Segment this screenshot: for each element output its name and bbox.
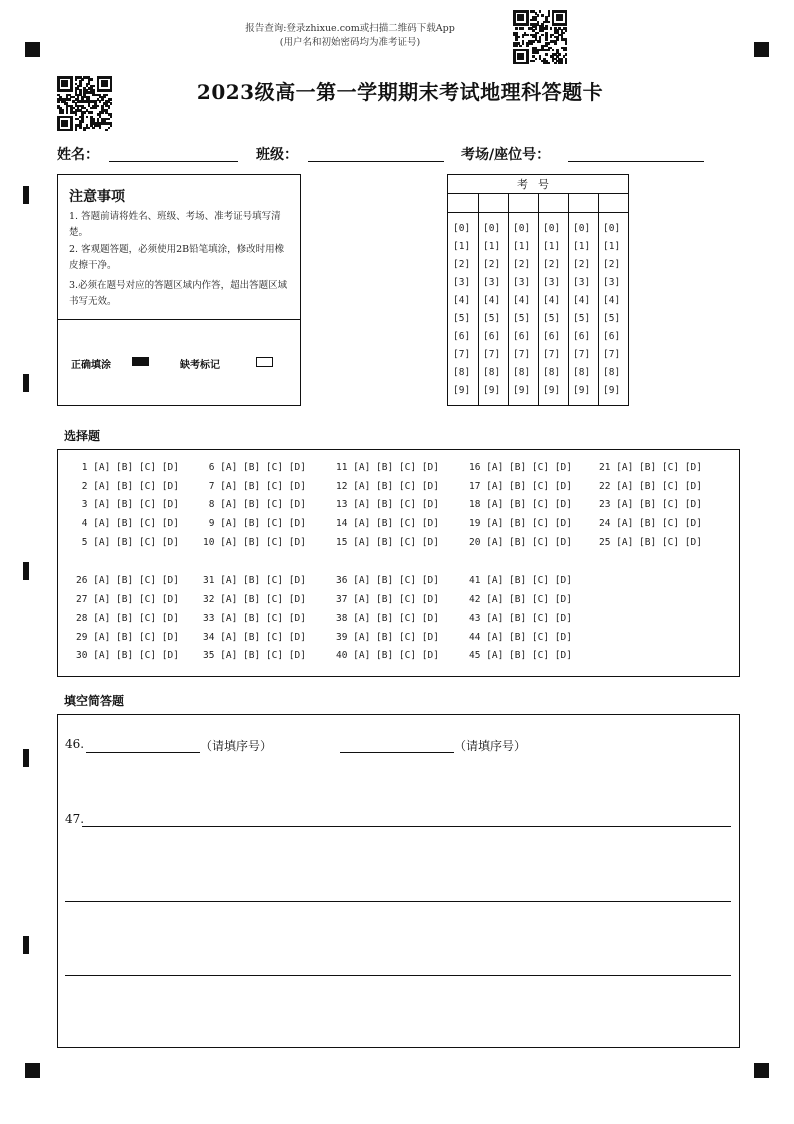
notice-box bbox=[57, 174, 301, 406]
choice-question-29[interactable]: 29 [A] [B] [C] [D] bbox=[76, 632, 179, 643]
choice-question-23[interactable]: 23 [A] [B] [C] [D] bbox=[599, 499, 702, 510]
registration-mark-top-left bbox=[25, 42, 40, 57]
question-46-blank-2[interactable] bbox=[340, 752, 454, 753]
qr-module bbox=[92, 127, 95, 130]
qr-module bbox=[513, 49, 516, 65]
registration-mark-bottom-left bbox=[25, 1063, 40, 1078]
qr-module bbox=[513, 10, 516, 26]
exam-number-bubble[interactable]: [9] bbox=[513, 385, 531, 396]
choice-question-5[interactable]: 5 [A] [B] [C] [D] bbox=[76, 537, 179, 548]
qr-module bbox=[545, 38, 548, 41]
exam-number-grid bbox=[447, 174, 629, 406]
exam-number-bubble[interactable]: [4] bbox=[543, 295, 561, 306]
exam-number-bubble[interactable]: [3] bbox=[513, 277, 531, 288]
qr-module bbox=[526, 45, 529, 48]
exam-number-bubble[interactable]: [4] bbox=[513, 295, 531, 306]
exam-number-bubble[interactable]: [4] bbox=[573, 295, 591, 306]
exam-number-bubble[interactable]: [0] bbox=[513, 223, 531, 234]
choice-question-22[interactable]: 22 [A] [B] [C] [D] bbox=[599, 481, 702, 492]
choice-question-42[interactable]: 42 [A] [B] [C] [D] bbox=[469, 594, 572, 605]
qr-module bbox=[522, 36, 525, 39]
choice-question-41[interactable]: 41 [A] [B] [C] [D] bbox=[469, 575, 572, 586]
qr-module bbox=[541, 14, 544, 17]
qr-module bbox=[105, 129, 108, 132]
notice-item: 3.必须在题号对应的答题区域内作答，超出答题区域书写无效。 bbox=[69, 280, 288, 307]
timing-mark bbox=[23, 749, 29, 767]
registration-mark-bottom-right bbox=[754, 1063, 769, 1078]
exam-number-bubble[interactable]: [5] bbox=[543, 313, 561, 324]
exam-number-bubble[interactable]: [3] bbox=[483, 277, 501, 288]
notice-item: 1. 答题前请将姓名、班级、考场、准考证号填写清楚。 bbox=[69, 211, 281, 238]
qr-module bbox=[517, 14, 524, 21]
qr-module bbox=[548, 62, 551, 65]
qr-module bbox=[526, 49, 529, 65]
correct-fill-label: 正确填涂 bbox=[71, 360, 111, 371]
exam-number-bubble[interactable]: [4] bbox=[603, 295, 621, 306]
exam-number-bubble[interactable]: [4] bbox=[453, 295, 471, 306]
qr-module bbox=[99, 100, 102, 103]
qr-module bbox=[558, 53, 561, 56]
qr-module bbox=[70, 116, 73, 132]
exam-number-bubble[interactable]: [8] bbox=[573, 367, 591, 378]
qr-module bbox=[75, 113, 78, 116]
exam-number-bubble[interactable]: [7] bbox=[513, 349, 531, 360]
app-download-qr-code[interactable] bbox=[513, 10, 567, 64]
exam-number-bubble[interactable]: [9] bbox=[543, 385, 561, 396]
exam-number-bubble[interactable]: [7] bbox=[453, 349, 471, 360]
qr-module bbox=[561, 62, 564, 65]
exam-number-bubble[interactable]: [5] bbox=[483, 313, 501, 324]
qr-module bbox=[532, 40, 535, 43]
exam-number-bubble[interactable]: [5] bbox=[603, 313, 621, 324]
timing-mark bbox=[23, 186, 29, 204]
choice-question-15[interactable]: 15 [A] [B] [C] [D] bbox=[336, 537, 439, 548]
qr-module bbox=[101, 80, 108, 87]
timing-mark bbox=[23, 374, 29, 392]
question-46-blank-1[interactable] bbox=[86, 752, 200, 753]
name-label: 姓名： bbox=[57, 147, 99, 163]
qr-module bbox=[70, 76, 73, 92]
notice-divider bbox=[58, 319, 300, 320]
qr-module bbox=[99, 127, 102, 130]
choice-question-16[interactable]: 16 [A] [B] [C] [D] bbox=[469, 462, 572, 473]
qr-module bbox=[519, 45, 522, 48]
qr-module bbox=[550, 36, 553, 39]
exam-number-bubble[interactable]: [2] bbox=[513, 259, 531, 270]
exam-number-bubble[interactable]: [8] bbox=[483, 367, 501, 378]
exam-number-bubble[interactable]: [8] bbox=[453, 367, 471, 378]
qr-module bbox=[539, 10, 542, 13]
exam-number-bubble[interactable]: [6] bbox=[483, 331, 501, 342]
choice-question-43[interactable]: 43 [A] [B] [C] [D] bbox=[469, 613, 572, 624]
exam-number-bubble[interactable]: [7] bbox=[543, 349, 561, 360]
qr-module bbox=[565, 10, 568, 26]
choice-question-4[interactable]: 4 [A] [B] [C] [D] bbox=[76, 518, 179, 529]
choice-question-25[interactable]: 25 [A] [B] [C] [D] bbox=[599, 537, 702, 548]
exam-number-bubble[interactable]: [3] bbox=[603, 277, 621, 288]
room-seat-field[interactable] bbox=[568, 161, 704, 162]
exam-number-bubble[interactable]: [1] bbox=[453, 241, 471, 252]
exam-number-bubble[interactable]: [6] bbox=[513, 331, 531, 342]
exam-number-bubble[interactable]: [9] bbox=[483, 385, 501, 396]
choice-question-17[interactable]: 17 [A] [B] [C] [D] bbox=[469, 481, 572, 492]
exam-number-bubble[interactable]: [0] bbox=[603, 223, 621, 234]
qr-module bbox=[515, 27, 518, 30]
qr-module bbox=[90, 111, 93, 114]
qr-module bbox=[565, 42, 568, 45]
choice-question-35[interactable]: 35 [A] [B] [C] [D] bbox=[203, 650, 306, 661]
exam-number-bubble[interactable]: [9] bbox=[453, 385, 471, 396]
choice-question-27[interactable]: 27 [A] [B] [C] [D] bbox=[76, 594, 179, 605]
exam-number-bubble[interactable]: [9] bbox=[573, 385, 591, 396]
room-seat-label: 考场/座位号： bbox=[461, 147, 551, 163]
exam-number-bubble[interactable]: [8] bbox=[513, 367, 531, 378]
timing-mark bbox=[23, 562, 29, 580]
exam-number-bubble[interactable]: [9] bbox=[603, 385, 621, 396]
class-field[interactable] bbox=[308, 161, 444, 162]
exam-number-bubble[interactable]: [1] bbox=[543, 241, 561, 252]
question-46-hint-1: （请填序号） bbox=[200, 739, 273, 753]
choice-question-14[interactable]: 14 [A] [B] [C] [D] bbox=[336, 518, 439, 529]
qr-module bbox=[548, 49, 551, 52]
report-query-note bbox=[200, 22, 500, 50]
absent-mark-label: 缺考标记 bbox=[180, 360, 220, 371]
question-46-number: 46. bbox=[65, 737, 85, 751]
sheet-id-qr-code bbox=[57, 76, 112, 131]
question-47-number: 47. bbox=[65, 812, 85, 826]
qr-module bbox=[522, 27, 525, 30]
registration-mark-top-right bbox=[754, 42, 769, 57]
choice-question-19[interactable]: 19 [A] [B] [C] [D] bbox=[469, 518, 572, 529]
choice-question-2[interactable]: 2 [A] [B] [C] [D] bbox=[76, 481, 179, 492]
qr-module bbox=[539, 40, 542, 43]
exam-number-bubble[interactable]: [3] bbox=[453, 277, 471, 288]
choice-question-9[interactable]: 9 [A] [B] [C] [D] bbox=[203, 518, 306, 529]
choice-question-8[interactable]: 8 [A] [B] [C] [D] bbox=[203, 499, 306, 510]
qr-module bbox=[517, 53, 524, 60]
qr-module bbox=[57, 116, 60, 132]
page-title: 2023级高一第一学期期末考试地理科答题卡 bbox=[196, 80, 604, 104]
report-query-line: 报告查询:登录zhixue.com或扫描二维码下载App bbox=[245, 23, 455, 34]
exam-number-bubble[interactable]: [2] bbox=[453, 259, 471, 270]
qr-module bbox=[530, 42, 533, 45]
choice-question-36[interactable]: 36 [A] [B] [C] [D] bbox=[336, 575, 439, 586]
notice-item: 2. 客观题答题，必须使用2B铅笔填涂，修改时用橡皮擦干净。 bbox=[69, 244, 285, 271]
question-47-line-1[interactable] bbox=[82, 826, 731, 827]
choice-question-1[interactable]: 1 [A] [B] [C] [D] bbox=[76, 462, 179, 473]
student-info-row bbox=[57, 144, 747, 164]
choice-question-10[interactable]: 10 [A] [B] [C] [D] bbox=[203, 537, 306, 548]
choice-question-33[interactable]: 33 [A] [B] [C] [D] bbox=[203, 613, 306, 624]
choice-question-24[interactable]: 24 [A] [B] [C] [D] bbox=[599, 518, 702, 529]
qr-module bbox=[75, 78, 78, 81]
qr-module bbox=[61, 111, 64, 114]
qr-module bbox=[545, 53, 548, 56]
exam-number-bubble[interactable]: [2] bbox=[543, 259, 561, 270]
qr-module bbox=[526, 34, 529, 37]
exam-number-bubble[interactable]: [7] bbox=[573, 349, 591, 360]
choice-question-13[interactable]: 13 [A] [B] [C] [D] bbox=[336, 499, 439, 510]
qr-module bbox=[545, 27, 548, 30]
qr-module bbox=[97, 76, 100, 92]
choice-question-40[interactable]: 40 [A] [B] [C] [D] bbox=[336, 650, 439, 661]
absent-mark-checkbox[interactable] bbox=[256, 357, 273, 367]
choice-question-39[interactable]: 39 [A] [B] [C] [D] bbox=[336, 632, 439, 643]
correct-fill-sample bbox=[132, 357, 149, 366]
qr-module bbox=[552, 10, 555, 26]
question-47-line-3[interactable] bbox=[65, 975, 731, 976]
choice-question-45[interactable]: 45 [A] [B] [C] [D] bbox=[469, 650, 572, 661]
exam-number-bubble[interactable]: [0] bbox=[573, 223, 591, 234]
qr-module bbox=[108, 118, 111, 121]
qr-module bbox=[75, 129, 78, 132]
exam-number-bubble[interactable]: [7] bbox=[603, 349, 621, 360]
exam-number-bubble[interactable]: [3] bbox=[543, 277, 561, 288]
exam-number-bubble[interactable]: [6] bbox=[543, 331, 561, 342]
class-label: 班级： bbox=[256, 147, 298, 163]
exam-number-bubble[interactable]: [8] bbox=[603, 367, 621, 378]
name-field[interactable] bbox=[109, 161, 238, 162]
exam-number-bubble[interactable]: [2] bbox=[603, 259, 621, 270]
choice-question-18[interactable]: 18 [A] [B] [C] [D] bbox=[469, 499, 572, 510]
qr-module bbox=[550, 27, 553, 30]
choice-question-6[interactable]: 6 [A] [B] [C] [D] bbox=[203, 462, 306, 473]
qr-module bbox=[88, 127, 91, 130]
exam-number-bubble[interactable]: [0] bbox=[453, 223, 471, 234]
exam-number-bubble[interactable]: [2] bbox=[483, 259, 501, 270]
fill-in-answer-area bbox=[57, 714, 740, 1048]
choice-question-11[interactable]: 11 [A] [B] [C] [D] bbox=[336, 462, 439, 473]
qr-module bbox=[537, 51, 540, 54]
choice-section-label: 选择题 bbox=[64, 429, 101, 443]
qr-module bbox=[110, 76, 113, 92]
exam-number-header: 考号 bbox=[448, 175, 628, 194]
exam-number-bubble[interactable]: [1] bbox=[573, 241, 591, 252]
exam-number-bubble[interactable]: [1] bbox=[513, 241, 531, 252]
choice-question-28[interactable]: 28 [A] [B] [C] [D] bbox=[76, 613, 179, 624]
choice-answer-area bbox=[57, 449, 740, 677]
qr-module bbox=[541, 34, 544, 37]
exam-number-bubble[interactable]: [2] bbox=[573, 259, 591, 270]
qr-module bbox=[532, 60, 535, 63]
choice-question-21[interactable]: 21 [A] [B] [C] [D] bbox=[599, 462, 702, 473]
qr-module bbox=[526, 10, 529, 26]
qr-module bbox=[66, 111, 69, 114]
qr-module bbox=[515, 45, 518, 48]
qr-module bbox=[565, 62, 568, 65]
choice-question-26[interactable]: 26 [A] [B] [C] [D] bbox=[76, 575, 179, 586]
exam-number-bubble[interactable]: [1] bbox=[483, 241, 501, 252]
exam-number-bubble[interactable]: [5] bbox=[573, 313, 591, 324]
choice-question-12[interactable]: 12 [A] [B] [C] [D] bbox=[336, 481, 439, 492]
choice-question-7[interactable]: 7 [A] [B] [C] [D] bbox=[203, 481, 306, 492]
choice-question-20[interactable]: 20 [A] [B] [C] [D] bbox=[469, 537, 572, 548]
choice-question-34[interactable]: 34 [A] [B] [C] [D] bbox=[203, 632, 306, 643]
exam-number-bubble[interactable]: [5] bbox=[513, 313, 531, 324]
exam-number-bubble[interactable]: [6] bbox=[603, 331, 621, 342]
question-47-line-2[interactable] bbox=[65, 901, 731, 902]
exam-number-bubble[interactable]: [6] bbox=[453, 331, 471, 342]
qr-module bbox=[515, 38, 518, 41]
choice-question-3[interactable]: 3 [A] [B] [C] [D] bbox=[76, 499, 179, 510]
qr-module bbox=[57, 76, 60, 92]
exam-number-bubble[interactable]: [0] bbox=[543, 223, 561, 234]
exam-number-bubble[interactable]: [3] bbox=[573, 277, 591, 288]
qr-module bbox=[556, 14, 563, 21]
choice-question-32[interactable]: 32 [A] [B] [C] [D] bbox=[203, 594, 306, 605]
exam-number-bubble[interactable]: [1] bbox=[603, 241, 621, 252]
qr-module bbox=[565, 49, 568, 52]
fill-in-section-label: 填空简答题 bbox=[64, 694, 125, 708]
choice-question-30[interactable]: 30 [A] [B] [C] [D] bbox=[76, 650, 179, 661]
qr-module bbox=[68, 98, 71, 101]
qr-module bbox=[61, 120, 68, 127]
exam-number-bubble[interactable]: [6] bbox=[573, 331, 591, 342]
qr-module bbox=[552, 49, 555, 52]
exam-number-bubble[interactable]: [4] bbox=[483, 295, 501, 306]
exam-number-bubble[interactable]: [5] bbox=[453, 313, 471, 324]
timing-mark bbox=[23, 936, 29, 954]
choice-question-31[interactable]: 31 [A] [B] [C] [D] bbox=[203, 575, 306, 586]
qr-module bbox=[94, 107, 97, 110]
exam-number-bubble[interactable]: [0] bbox=[483, 223, 501, 234]
qr-module bbox=[554, 62, 557, 65]
qr-module bbox=[57, 100, 60, 103]
choice-question-38[interactable]: 38 [A] [B] [C] [D] bbox=[336, 613, 439, 624]
choice-question-44[interactable]: 44 [A] [B] [C] [D] bbox=[469, 632, 572, 643]
qr-module bbox=[548, 21, 551, 24]
choice-question-37[interactable]: 37 [A] [B] [C] [D] bbox=[336, 594, 439, 605]
question-46-hint-2: （请填序号） bbox=[454, 739, 527, 753]
qr-module bbox=[541, 29, 544, 32]
exam-number-bubble[interactable]: [7] bbox=[483, 349, 501, 360]
password-hint-line: (用户名和初始密码均为准考证号) bbox=[279, 37, 421, 48]
exam-number-bubble[interactable]: [8] bbox=[543, 367, 561, 378]
qr-module bbox=[86, 116, 89, 119]
qr-module bbox=[554, 42, 557, 45]
qr-module bbox=[83, 129, 86, 132]
qr-module bbox=[61, 80, 68, 87]
notice-title: 注意事项 bbox=[69, 189, 125, 205]
qr-module bbox=[79, 127, 82, 130]
